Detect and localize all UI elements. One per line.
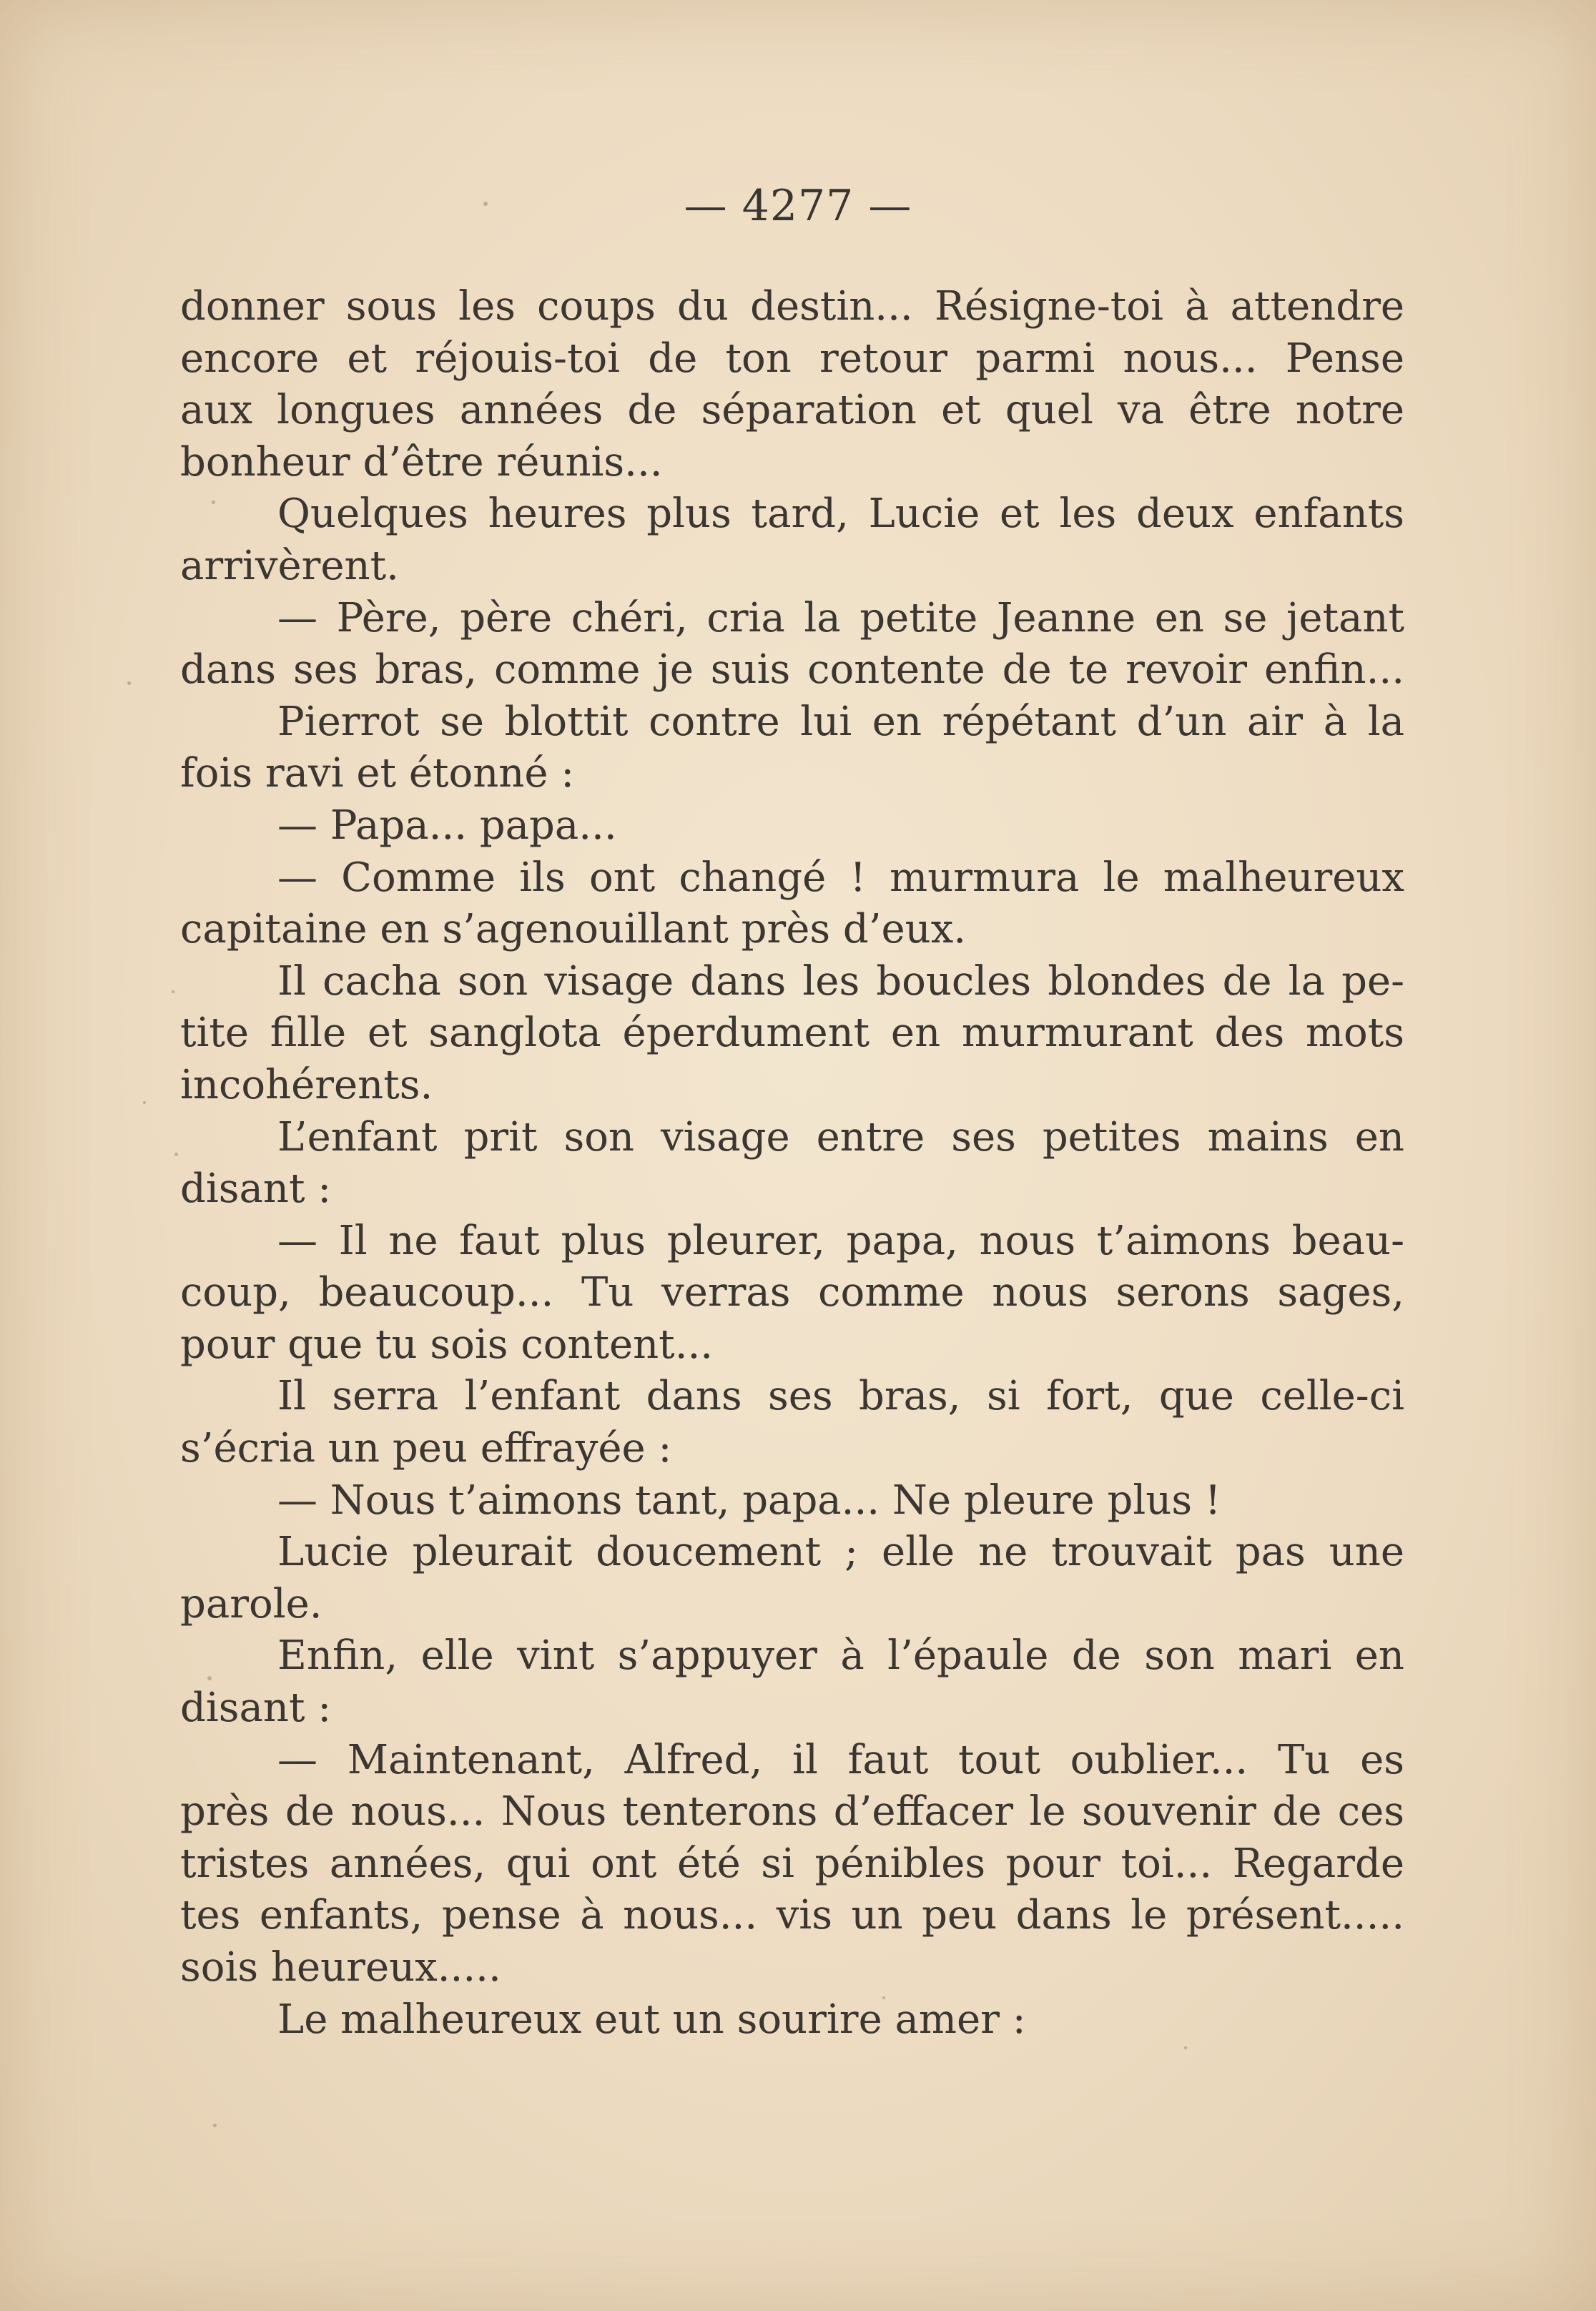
text-line: capitaine en s’agenouillant près d’eux. [180, 906, 967, 953]
text-line: — Papa... papa... [277, 802, 617, 849]
text-line: donner sous les coups du destin... Résigne-toi à attendre [180, 283, 1404, 330]
text-line: coup, beaucoup... Tu verras comme nous serons sages, [180, 1269, 1404, 1316]
text-line: arrivèrent. [180, 542, 399, 589]
text-line: Quelques heures plus tard, Lucie et les deux enfants [277, 491, 1404, 538]
paper-speck [207, 1676, 212, 1680]
text-line: — Père, père chéri, cria la petite Jeanne en se jetant [277, 594, 1404, 641]
text-line: disant : [180, 1166, 332, 1213]
text-line: sois heureux..... [180, 1944, 501, 1991]
text-line: parole. [180, 1580, 322, 1627]
paper-speck [174, 1153, 178, 1156]
paper-speck [127, 681, 131, 685]
text-line: — Il ne faut plus pleurer, papa, nous t’aimons beau- [277, 1217, 1404, 1264]
paper-speck [213, 2124, 217, 2127]
text-line: Il serra l’enfant dans ses bras, si fort, que celle-ci [277, 1373, 1404, 1420]
paper-speck [143, 1101, 146, 1104]
text-line: pour que tu sois content... [180, 1321, 714, 1368]
text-line: bonheur d’être réunis... [180, 438, 663, 486]
text-line: — Nous t’aimons tant, papa... Ne pleure plus ! [277, 1477, 1221, 1524]
text-line: disant : [180, 1685, 332, 1732]
text-line: dans ses bras, comme je suis contente de te revoir enfin... [180, 646, 1404, 694]
paper-speck [882, 1996, 885, 1999]
paper-speck [212, 501, 215, 504]
text-line: fois ravi et étonné : [180, 750, 575, 797]
text-line: L’enfant prit son visage entre ses petites mains en [277, 1113, 1404, 1161]
text-line: encore et réjouis-toi de ton retour parmi nous... Pense [180, 335, 1404, 382]
text-line: s’écria un peu effrayée : [180, 1425, 672, 1472]
paper-speck [483, 202, 488, 206]
text-line: Pierrot se blottit contre lui en répétant d’un air à la [277, 698, 1404, 745]
text-line: incohérents. [180, 1061, 433, 1108]
text-line: Enfin, elle vint s’appuyer à l’épaule de son mari en [277, 1632, 1404, 1680]
text-line: aux longues années de séparation et quel va être notre [180, 387, 1404, 434]
paper-speck [172, 990, 174, 993]
text-line: tite fille et sanglota éperdument en murmurant des mots [180, 1010, 1404, 1057]
text-line: Le malheureux eut un sourire amer : [277, 1996, 1026, 2043]
page-number: — 4277 — [684, 181, 912, 231]
paper-speck [1184, 2046, 1187, 2049]
text-line: — Maintenant, Alfred, il faut tout oublier... Tu es [277, 1736, 1404, 1783]
text-line: tristes années, qui ont été si pénibles pour toi... Regarde [180, 1840, 1404, 1887]
text-line: — Comme ils ont changé ! murmura le malheureux [277, 854, 1404, 901]
text-line: tes enfants, pense à nous... vis un peu dans le présent..... [180, 1892, 1404, 1939]
text-line: Il cacha son visage dans les boucles blondes de la pe- [277, 957, 1404, 1005]
text-line: Lucie pleurait doucement ; elle ne trouvait pas une [277, 1529, 1404, 1576]
text-line: près de nous... Nous tenterons d’effacer le souvenir de ces [180, 1788, 1404, 1836]
body-text [180, 281, 1404, 2046]
